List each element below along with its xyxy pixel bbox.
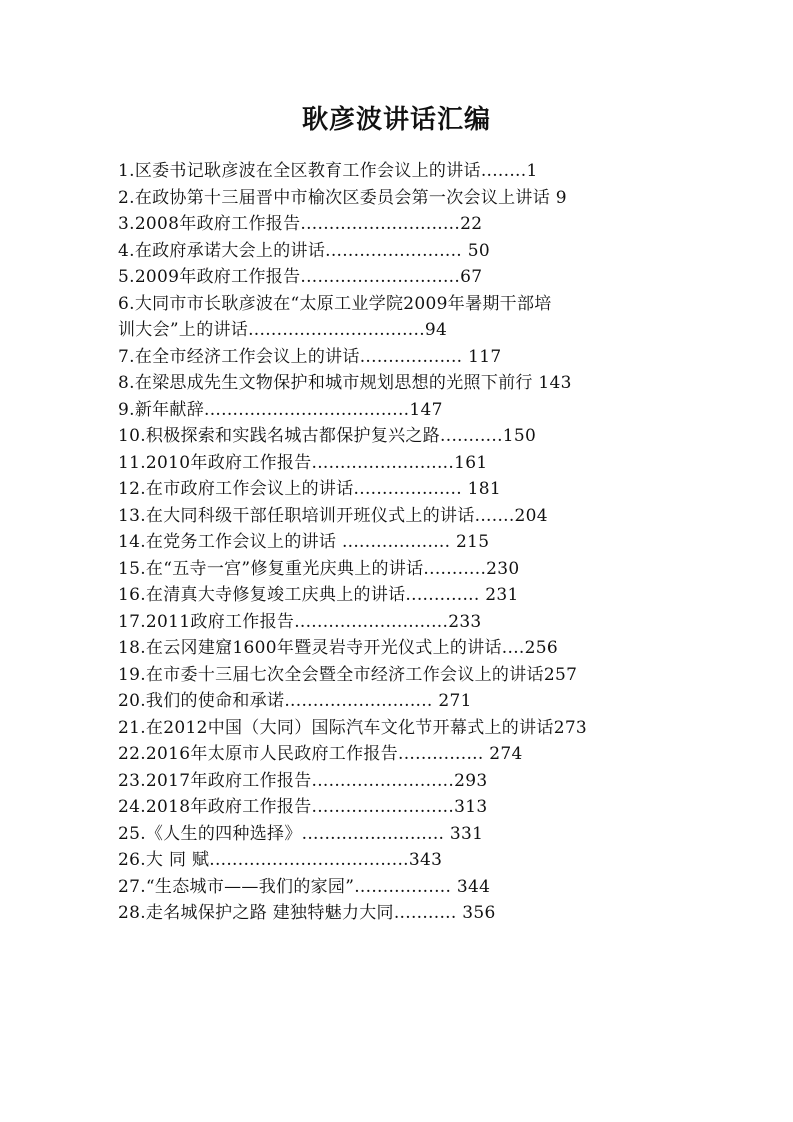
toc-entry-6-continued bbox=[118, 317, 678, 344]
toc-entry-text: 2.在政协第十三届晋中市榆次区委员会第一次会议上讲话 9 bbox=[118, 187, 567, 208]
toc-entry-25 bbox=[118, 821, 678, 848]
toc-entry-text: 18.在云冈建窟1600年暨灵岩寺开光仪式上的讲话....256 bbox=[118, 638, 558, 658]
toc-entry-text: 5.2009年政府工作报告............................67 bbox=[118, 267, 483, 287]
toc-entry-text: 4.在政府承诺大会上的讲话........................ 50 bbox=[118, 240, 490, 261]
toc-entry-text: 训大会”上的讲话...............................94 bbox=[118, 320, 448, 340]
toc-entry-12 bbox=[118, 476, 678, 503]
toc-entry-9 bbox=[118, 397, 678, 424]
toc-entry-text: 17.2011政府工作报告...........................233 bbox=[118, 611, 482, 632]
toc-entry-text: 19.在市委十三届七次全会暨全市经济工作会议上的讲话257 bbox=[118, 664, 578, 685]
toc-entry-7 bbox=[118, 344, 678, 371]
toc-entry-3 bbox=[118, 211, 678, 238]
toc-entry-5 bbox=[118, 264, 678, 291]
toc-entry-text: 13.在大同科级干部任职培训开班仪式上的讲话.......204 bbox=[118, 505, 548, 526]
toc-entry-11 bbox=[118, 450, 678, 477]
toc-entry-text: 16.在清真大寺修复竣工庆典上的讲话............. 231 bbox=[118, 585, 519, 605]
toc-entry-18 bbox=[118, 635, 678, 662]
toc-entry-2 bbox=[118, 185, 678, 212]
toc-entry-text: 8.在梁思成先生文物保护和城市规划思想的光照下前行 143 bbox=[118, 373, 572, 393]
table-of-contents bbox=[118, 158, 678, 927]
toc-entry-13 bbox=[118, 503, 678, 530]
toc-entry-text: 12.在市政府工作会议上的讲话................... 181 bbox=[118, 479, 501, 499]
toc-entry-14 bbox=[118, 529, 678, 556]
toc-entry-text: 26.大 同 赋...................................343 bbox=[118, 850, 443, 870]
toc-entry-17 bbox=[118, 609, 678, 636]
toc-entry-28 bbox=[118, 900, 678, 927]
toc-entry-23 bbox=[118, 768, 678, 795]
toc-entry-22 bbox=[118, 741, 678, 768]
toc-entry-6 bbox=[118, 291, 678, 318]
toc-entry-text: 3.2008年政府工作报告............................22 bbox=[118, 214, 483, 234]
toc-entry-15 bbox=[118, 556, 678, 583]
toc-entry-text: 28.走名城保护之路 建独特魅力大同........... 356 bbox=[118, 903, 496, 923]
toc-entry-text: 9.新年献辞....................................147 bbox=[118, 399, 443, 420]
toc-entry-text: 7.在全市经济工作会议上的讲话.................. 117 bbox=[118, 346, 502, 367]
toc-entry-21 bbox=[118, 715, 678, 742]
toc-entry-text: 22.2016年太原市人民政府工作报告............... 274 bbox=[118, 744, 523, 764]
toc-entry-text: 10.积极探索和实践名城古都保护复兴之路...........150 bbox=[118, 426, 537, 446]
toc-entry-text: 1.区委书记耿彦波在全区教育工作会议上的讲话........1 bbox=[118, 161, 538, 181]
toc-entry-text: 11.2010年政府工作报告.........................161 bbox=[118, 452, 488, 473]
toc-entry-4 bbox=[118, 238, 678, 265]
toc-entry-text: 23.2017年政府工作报告.........................293 bbox=[118, 770, 488, 791]
toc-entry-text: 27.“生态城市——我们的家园”................. 344 bbox=[118, 876, 491, 897]
toc-entry-26 bbox=[118, 847, 678, 874]
toc-entry-16 bbox=[118, 582, 678, 609]
toc-entry-text: 20.我们的使命和承诺.......................... 271 bbox=[118, 691, 472, 711]
toc-entry-text: 24.2018年政府工作报告.........................313 bbox=[118, 797, 488, 817]
toc-entry-1 bbox=[118, 158, 678, 185]
toc-entry-27 bbox=[118, 874, 678, 901]
toc-entry-8 bbox=[118, 370, 678, 397]
toc-entry-text: 25.《人生的四种选择》......................... 331 bbox=[118, 823, 484, 844]
toc-entry-text: 15.在“五寺一宫”修复重光庆典上的讲话...........230 bbox=[118, 558, 520, 579]
toc-entry-text: 6.大同市市长耿彦波在“太原工业学院2009年暑期干部培 bbox=[118, 293, 552, 314]
toc-entry-text: 21.在2012中国（大同）国际汽车文化节开幕式上的讲话273 bbox=[118, 717, 588, 738]
toc-entry-19 bbox=[118, 662, 678, 689]
toc-entry-10 bbox=[118, 423, 678, 450]
document-title: 耿彦波讲话汇编 bbox=[301, 105, 491, 135]
toc-entry-text: 14.在党务工作会议上的讲话 ................... 215 bbox=[118, 532, 490, 552]
toc-entry-20 bbox=[118, 688, 678, 715]
toc-entry-24 bbox=[118, 794, 678, 821]
